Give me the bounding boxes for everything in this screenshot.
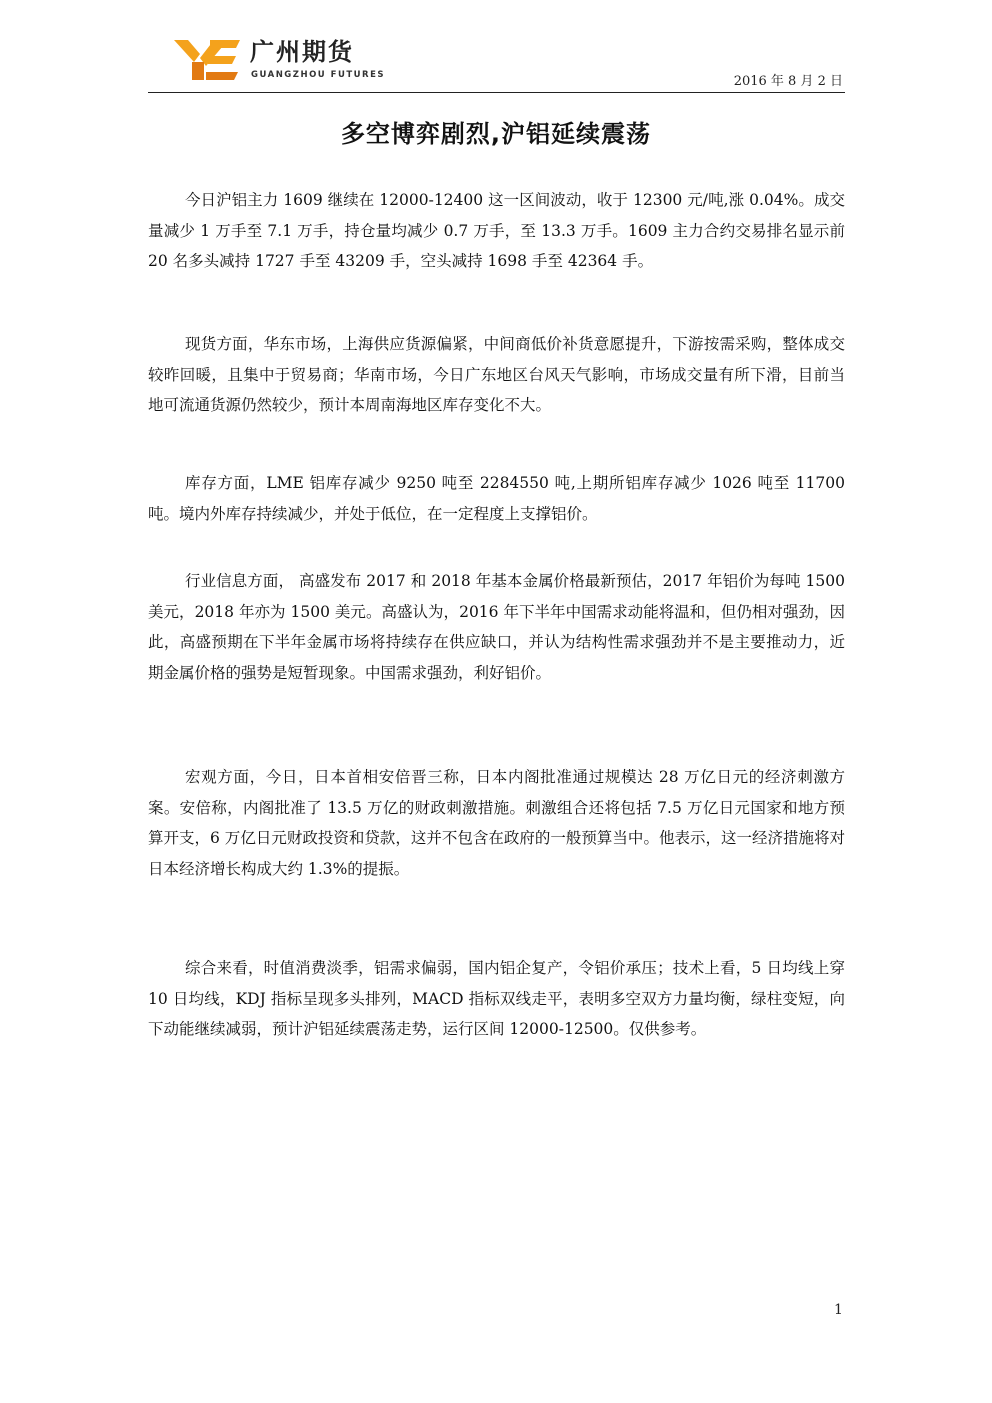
page-number: 1	[834, 1302, 843, 1318]
logo-english-name: GUANGZHOU FUTURES	[251, 70, 386, 80]
page-header	[148, 36, 845, 92]
paragraph-inventory: 库存方面，LME 铝库存减少 9250 吨至 2284550 吨,上期所铝库存减少 1026 吨至 11700 吨。境内外库存持续减少，并处于低位，在一定程度上支撑铝价。	[148, 474, 845, 523]
paragraph-macro: 宏观方面，今日，日本首相安倍晋三称，日本内阁批准通过规模达 28 万亿日元的经济刺激方案。安倍称，内阁批准了 13.5 万亿的财政刺激措施。刺激组合还将包括 7.5 万亿日元国家和地方预算开支，6 万亿日元财政投资和贷款，这并不包含在政府的一般预算当中。他表示，这一经济措施将对日本经济增长构成大约 1.3%的提振。	[148, 768, 845, 879]
paragraph-industry-news: 行业信息方面， 高盛发布 2017 和 2018 年基本金属价格最新预估，2017 年铝价为每吨 1500 美元，2018 年亦为 1500 美元。高盛认为，2016 年下半年中国需求动能将温和，但仍相对强劲，因此，高盛预期在下半年金属市场将持续存在供应缺口，并认为结构性需求强劲并不是主要推动力，近期金属价格的强势是短暂现象。中国需求强劲，利好铝价。	[148, 572, 845, 683]
report-date: 2016 年 8 月 2 日	[733, 74, 843, 89]
paragraph-market-summary: 今日沪铝主力 1609 继续在 12000-12400 这一区间波动，收于 12300 元/吨,涨 0.04%。成交量减少 1 万手至 7.1 万手，持仓量均减少 0.7 万手，至 13.3 万手。1609 主力合约交易排名显示前 20 名多头减持 1727 手至 43209 手，空头减持 1698 手至 42364 手。	[148, 191, 845, 271]
company-logo-icon	[174, 40, 240, 80]
header-divider	[148, 92, 845, 93]
paragraph-spot-market: 现货方面，华东市场，上海供应货源偏紧，中间商低价补货意愿提升，下游按需采购，整体成交较昨回暖，且集中于贸易商；华南市场，今日广东地区台风天气影响，市场成交量有所下滑，目前当地可流通货源仍然较少，预计本周南海地区库存变化不大。	[148, 335, 845, 415]
company-logo	[174, 38, 386, 88]
report-title: 多空博弈剧烈,沪铝延续震荡	[340, 120, 652, 148]
paragraph-conclusion: 综合来看，时值消费淡季，铝需求偏弱，国内铝企复产，令铝价承压；技术上看，5 日均线上穿 10 日均线，KDJ 指标呈现多头排列，MACD 指标双线走平，表明多空双方力量均衡，绿柱变短，向下动能继续减弱，预计沪铝延续震荡走势，运行区间 12000-12500。仅供参考。	[148, 959, 845, 1039]
logo-chinese-name: 广州期货	[250, 38, 354, 66]
